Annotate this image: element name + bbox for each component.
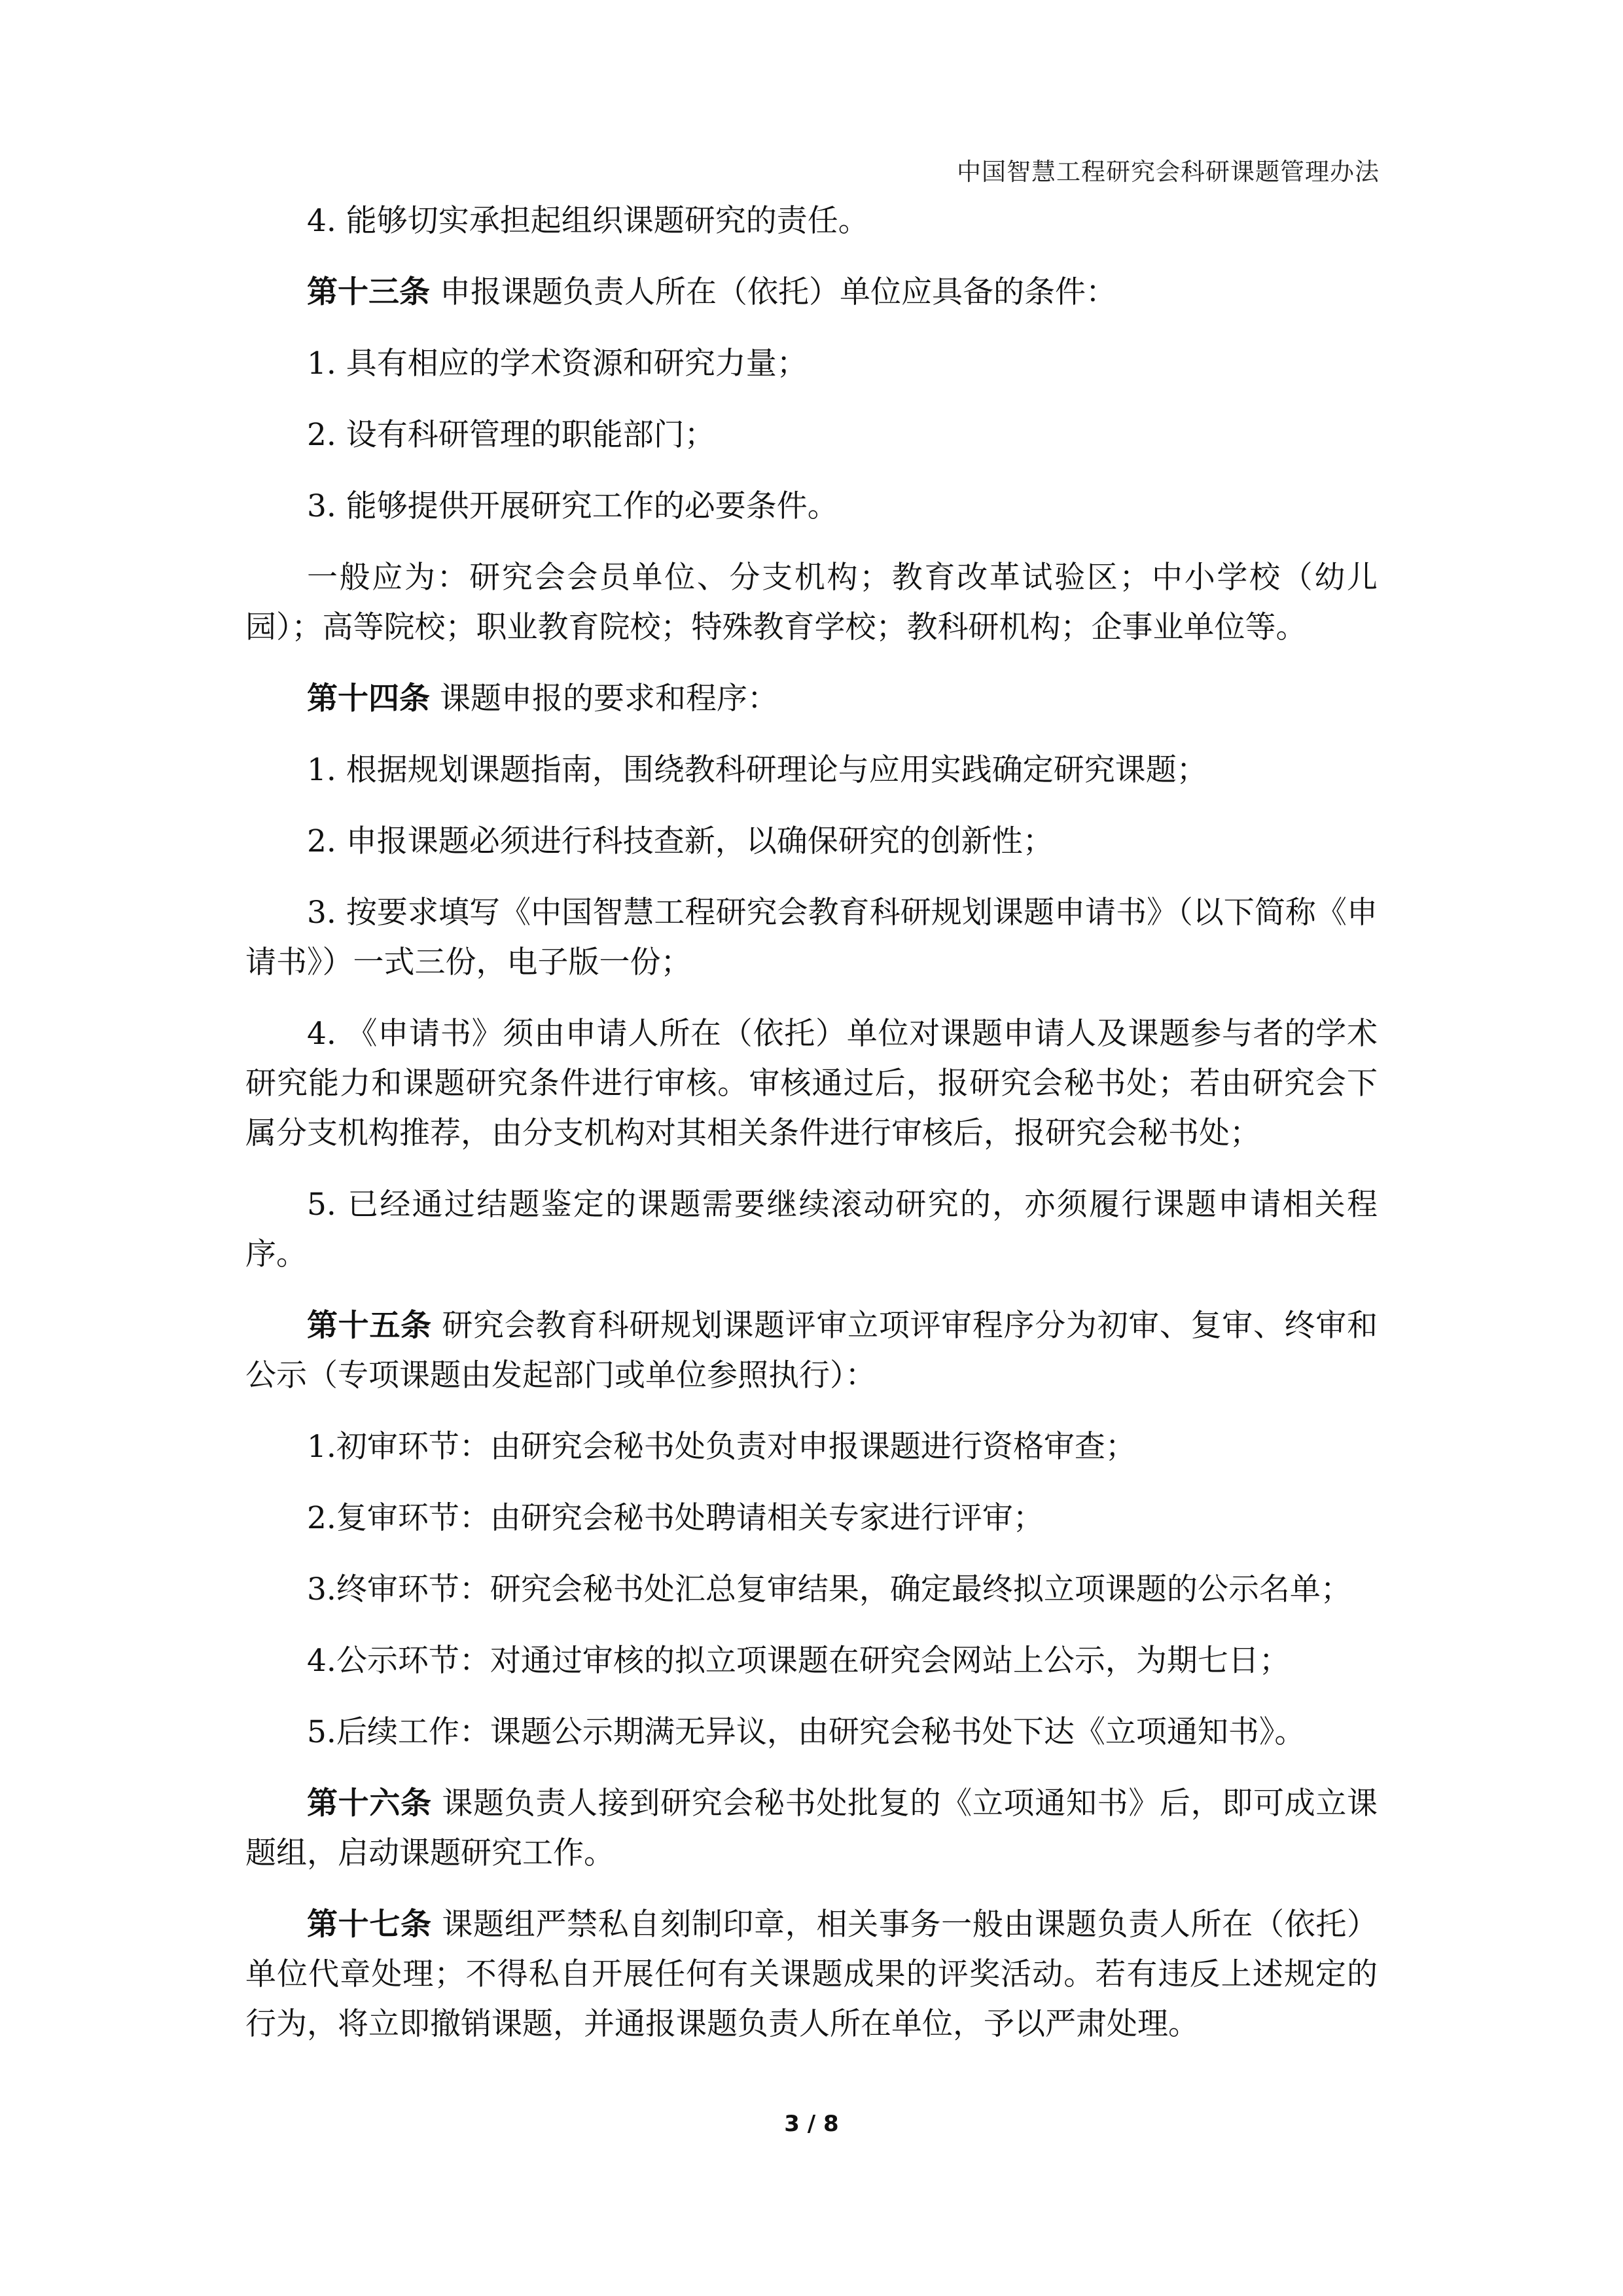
paragraph: 5.后续工作：课题公示期满无异议，由研究会秘书处下达《立项通知书》。 <box>307 1714 1306 1750</box>
article-number: 第十七条 <box>307 1907 432 1943</box>
paragraph: 3. 能够提供开展研究工作的必要条件。 <box>307 488 838 524</box>
article-13: 第十三条 申报课题负责人所在（依托）单位应具备的条件： <box>307 274 1116 310</box>
paragraph: 4.公示环节：对通过审核的拟立项课题在研究会网站上公示，为期七日； <box>307 1643 1290 1679</box>
article-16: 第十六条 课题负责人接到研究会秘书处批复的《立项通知书》后，即可成立课题组，启动课题研究工作。 <box>245 1785 1378 1871</box>
paragraph: 2. 设有科研管理的职能部门； <box>307 417 715 453</box>
article-number: 第十六条 <box>307 1785 432 1821</box>
paragraph: 2.复审环节：由研究会秘书处聘请相关专家进行评审； <box>307 1500 1044 1536</box>
paragraph: 2. 申报课题必须进行科技查新，以确保研究的创新性； <box>307 823 1054 859</box>
paragraph: 3.终审环节：研究会秘书处汇总复审结果，确定最终拟立项课题的公示名单； <box>307 1571 1351 1607</box>
article-15: 第十五条 研究会教育科研规划课题评审立项评审程序分为初审、复审、终审和公示（专项课题由发起部门或单位参照执行）： <box>245 1308 1378 1393</box>
paragraph: 1. 具有相应的学术资源和研究力量； <box>307 346 808 382</box>
paragraph: 3. 按要求填写《中国智慧工程研究会教育科研规划课题申请书》（以下简称《申请书》）一式三份，电子版一份； <box>245 895 1378 980</box>
page-number: 3 / 8 <box>784 2111 839 2137</box>
paragraph: 1.初审环节：由研究会秘书处负责对申报课题进行资格审查； <box>307 1429 1136 1465</box>
paragraph: 4. 能够切实承担起组织课题研究的责任。 <box>307 203 869 239</box>
paragraph: 1. 根据规划课题指南，围绕教科研理论与应用实践确定研究课题； <box>307 752 1207 788</box>
document-body <box>245 196 1378 2071</box>
article-17: 第十七条 课题组严禁私自刻制印章，相关事务一般由课题负责人所在（依托）单位代章处理；不得私自开展任何有关课题成果的评奖活动。若有违反上述规定的行为，将立即撤销课题，并通报课题负责人所在单位，予以严肃处理。 <box>245 1907 1378 2042</box>
running-header: 中国智慧工程研究会科研课题管理办法 <box>957 158 1380 186</box>
article-number: 第十四条 <box>307 681 430 717</box>
paragraph: 一般应为：研究会会员单位、分支机构；教育改革试验区；中小学校（幼儿园）；高等院校；职业教育院校；特殊教育学校；教科研机构；企事业单位等。 <box>245 560 1378 645</box>
article-number: 第十五条 <box>307 1308 432 1344</box>
article-14: 第十四条 课题申报的要求和程序： <box>307 681 778 717</box>
paragraph: 4. 《申请书》须由申请人所在（依托）单位对课题申请人及课题参与者的学术研究能力和课题研究条件进行审核。审核通过后，报研究会秘书处；若由研究会下属分支机构推荐，由分支机构对其相关条件进行审核后，报研究会秘书处； <box>245 1016 1378 1151</box>
paragraph: 5. 已经通过结题鉴定的课题需要继续滚动研究的，亦须履行课题申请相关程序。 <box>245 1187 1378 1272</box>
article-number: 第十三条 <box>307 274 430 310</box>
